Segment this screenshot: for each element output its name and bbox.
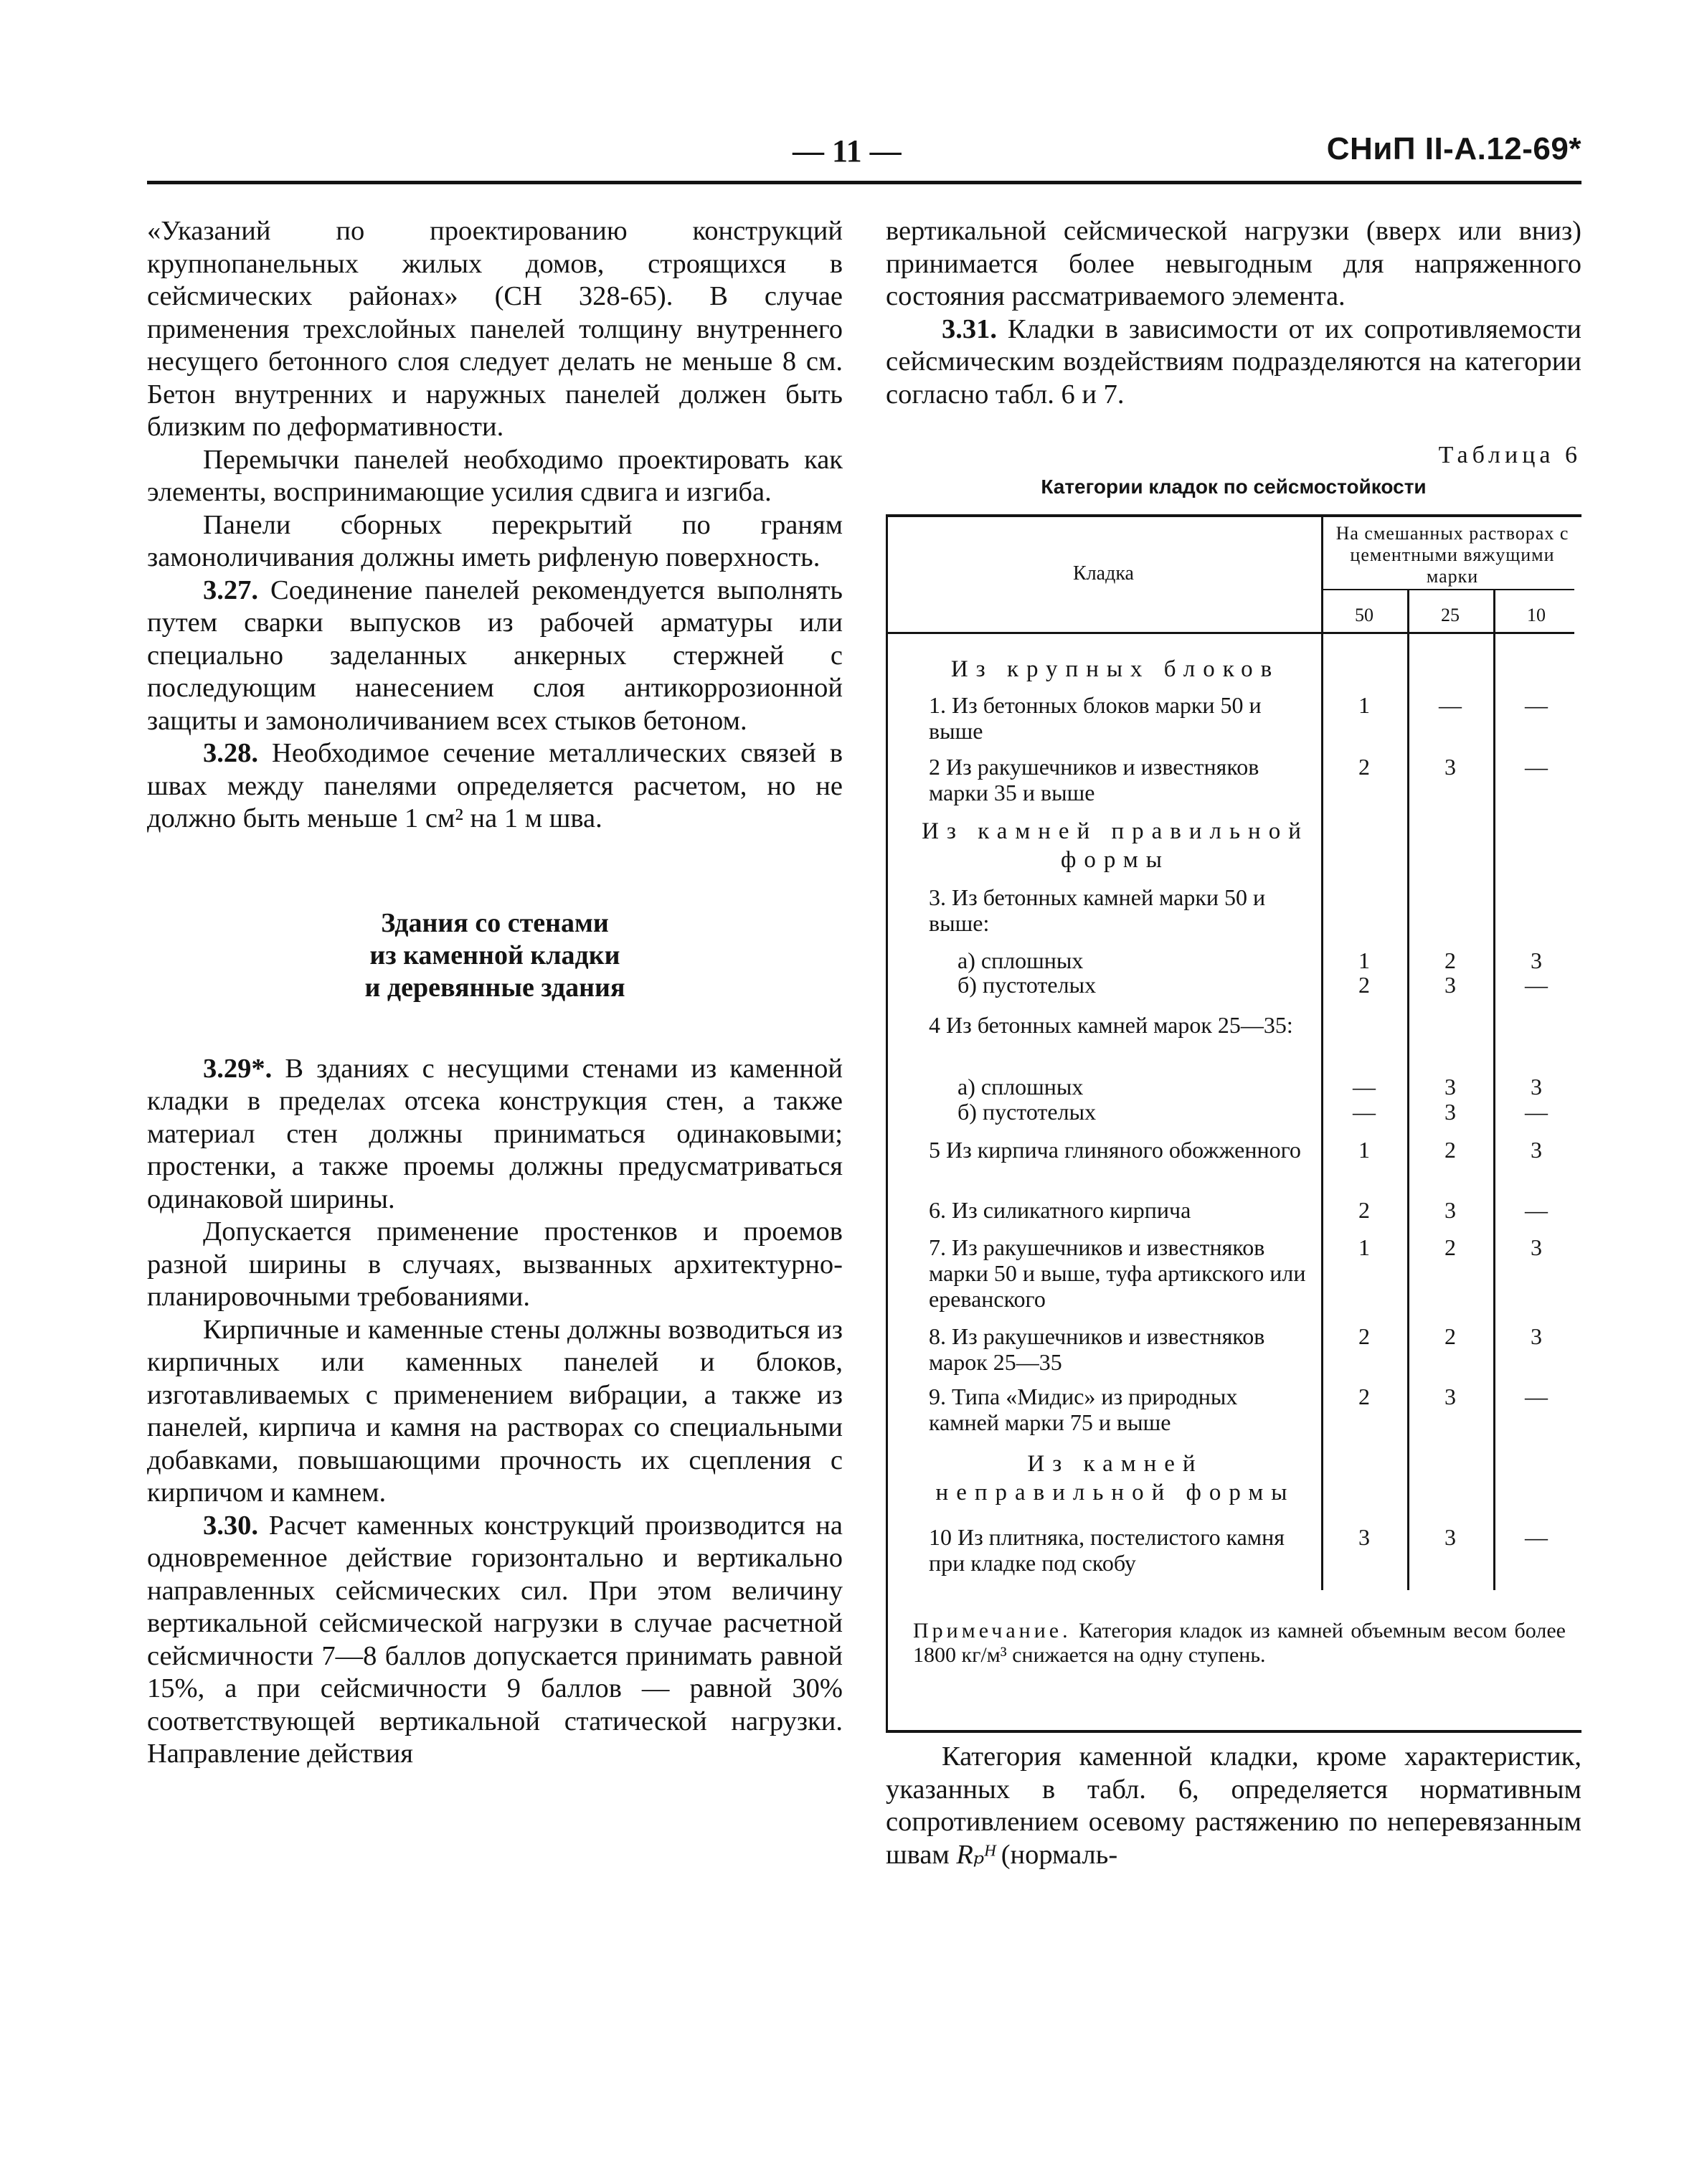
row-label: а) сплошных xyxy=(957,1074,1084,1100)
cell-25: 2 xyxy=(1444,947,1456,973)
cell-50: 3 xyxy=(1358,1524,1370,1550)
cell-10: — xyxy=(1525,1099,1548,1125)
header-rule xyxy=(147,181,1581,184)
table-note xyxy=(913,1619,1566,1668)
row-label: 9. Типа «Мидис» из природных камней марки 75 и выше xyxy=(929,1384,1238,1435)
column-header-group: На смешанных растворах с цементными вяжущими марки xyxy=(1335,523,1569,587)
paragraph: «Указаний по проектированию конструкций крупнопанельных жилых домов, строящихся в сейсмических районах» (СН 328-65). В случае применения трехслойных панелей толщину внутреннего несущего бетонного слоя следует делать не меньше 8 см. Бетон внутренних и наружных панелей должен быть близким по деформативности. xyxy=(147,216,843,442)
right-column xyxy=(886,215,1581,1871)
cell-50: 1 xyxy=(1358,947,1370,973)
row-label: 4 Из бетонных камней марок 25—35: xyxy=(929,1012,1293,1038)
cell-25: 3 xyxy=(1444,1384,1456,1409)
row-label: б) пустотелых xyxy=(957,1099,1097,1125)
paragraph: Перемычки панелей необходимо проектировать как элементы, воспринимающие усилия сдвига и изгиба. xyxy=(147,444,843,507)
clause-number: 3.30. xyxy=(203,1510,258,1541)
formula-symbol: Rₚᴴ xyxy=(956,1839,995,1870)
cell-50: 2 xyxy=(1358,972,1370,998)
column-header-kladka: Кладка xyxy=(1073,562,1134,585)
cell-50: 1 xyxy=(1358,1137,1370,1163)
clause-number: 3.29*. xyxy=(203,1053,273,1084)
cell-50: 2 xyxy=(1358,754,1370,780)
cell-50: 2 xyxy=(1358,1384,1370,1409)
row-label: 7. Из ракушечников и известняков марки 50 и выше, туфа артикского или ереванского xyxy=(929,1234,1306,1312)
cell-25: 3 xyxy=(1444,1524,1456,1550)
cell-10: 3 xyxy=(1531,1234,1542,1260)
paragraph-text: Категория каменной кладки, кроме характеристик, указанных в табл. 6, определяется нормативным сопротивлением осевому растяжению по неперевязанным швам xyxy=(886,1741,1581,1870)
row-label: 10 Из плитняка, постелистого камня при кладке под скобу xyxy=(929,1524,1285,1576)
row-label: 1. Из бетонных блоков марки 50 и выше xyxy=(929,692,1262,744)
row-label: 2 Из ракушечников и известняков марки 35 и выше xyxy=(929,754,1259,805)
paragraph-3-27 xyxy=(147,575,843,738)
paragraph-3-30 xyxy=(147,1510,843,1771)
note-text: Категория кладок из камней объемным весом более 1800 кг/м³ снижается на одну ступень. xyxy=(913,1619,1566,1667)
clause-number: 3.31. xyxy=(942,313,997,344)
document-code: СНиП II-А.12-69* xyxy=(1326,131,1581,166)
cell-50: 1 xyxy=(1358,692,1370,718)
cell-25: 2 xyxy=(1444,1234,1456,1260)
table-left-border xyxy=(886,514,888,1730)
cell-10: — xyxy=(1525,1197,1548,1223)
cell-10: — xyxy=(1525,1524,1548,1550)
table-subheader-rule xyxy=(1321,589,1574,590)
page-header xyxy=(147,126,1581,183)
cell-25: 3 xyxy=(1444,1074,1456,1100)
paragraph-3-31 xyxy=(886,313,1581,412)
clause-text: Соединение панелей рекомендуется выполнять путем сварки выпусков из рабочей арматуры или специально заделанных анкерных стержней с последующим нанесением слоя антикоррозионной защиты и замоноличиванием всех стыков бетоном. xyxy=(147,575,843,736)
paragraph-3-28 xyxy=(147,737,843,836)
section-title-line: Здания со стенами xyxy=(381,907,609,938)
cell-25: 3 xyxy=(1444,754,1456,780)
row-label: 3. Из бетонных камней марки 50 и выше: xyxy=(929,884,1266,936)
clause-text: Кладки в зависимости от их сопротивляемости сейсмическим воздействиям подразделяются на категории согласно табл. 6 и 7. xyxy=(886,313,1581,410)
cell-25: 3 xyxy=(1444,1197,1456,1223)
table-caption: Таблица 6 xyxy=(1438,442,1581,468)
row-label: б) пустотелых xyxy=(957,972,1097,998)
paragraph-3-29 xyxy=(147,1053,843,1216)
column-header-10: 10 xyxy=(1527,605,1546,625)
paragraph-after-table xyxy=(886,1741,1581,1871)
cell-10: 3 xyxy=(1531,1137,1542,1163)
table-column-divider xyxy=(1321,514,1323,1590)
paragraph: Панели сборных перекрытий по граням замоноличивания должны иметь рифленую поверхность. xyxy=(147,509,843,572)
cell-50: 2 xyxy=(1358,1197,1370,1223)
section-title xyxy=(147,907,843,1004)
row-label: 8. Из ракушечников и известняков марок 25—35 xyxy=(929,1323,1265,1375)
column-header-50: 50 xyxy=(1355,605,1373,625)
cell-25: — xyxy=(1439,692,1462,718)
cell-25: 2 xyxy=(1444,1323,1456,1349)
table-title: Категории кладок по сейсмостойкости xyxy=(1041,476,1427,498)
section-title-line: и деревянные здания xyxy=(364,972,625,1003)
cell-50: 1 xyxy=(1358,1234,1370,1260)
clause-text: Расчет каменных конструкций производится на одновременное действие горизонтально и вертикально направленных сейсмических сил. При этом величину вертикальной сейсмической нагрузки в случае расчетной сейсмичности 7—8 баллов допускается принимать равной 15%, а при сейсмичности 9 баллов — равной 30% соответствующей вертикальной статической нагрузки. Направление действия xyxy=(147,1510,843,1769)
table-top-rule xyxy=(886,514,1581,517)
table-bottom-rule xyxy=(886,1730,1581,1733)
cell-10: 3 xyxy=(1531,1074,1542,1100)
cell-10: — xyxy=(1525,692,1548,718)
paragraph-text-end: (нормаль- xyxy=(994,1839,1118,1870)
section-title-line: из каменной кладки xyxy=(369,940,620,970)
column-header-25: 25 xyxy=(1441,605,1460,625)
page-number: — 11 — xyxy=(793,133,902,169)
cell-25: 3 xyxy=(1444,1099,1456,1125)
cell-50: — xyxy=(1353,1099,1376,1125)
clause-text: Необходимое сечение металлических связей в швах между панелями определяется расчетом, но не должно быть меньше 1 см² на 1 м шва. xyxy=(147,738,843,833)
cell-50: — xyxy=(1353,1074,1376,1100)
cell-10: — xyxy=(1525,754,1548,780)
paragraph: Допускается применение простенков и проемов разной ширины в случаях, вызванных архитектурно-планировочными требованиями. xyxy=(147,1216,843,1312)
row-label: 5 Из кирпича глиняного обожженного xyxy=(929,1137,1301,1163)
cell-50: 2 xyxy=(1358,1323,1370,1349)
cell-10: 3 xyxy=(1531,1323,1542,1349)
cell-25: 2 xyxy=(1444,1137,1456,1163)
table-group-heading: Из крупных блоков xyxy=(950,656,1280,682)
cell-10: — xyxy=(1525,972,1548,998)
table-6 xyxy=(886,514,1581,1741)
clause-text: В зданиях с несущими стенами из каменной кладки в пределах отсека конструкция стен, а также материал стен должны приниматься одинаковыми; простенки, а также проемы должны предусматриваться одинаковой ширины. xyxy=(147,1053,843,1214)
note-label: Примечание. xyxy=(913,1619,1072,1642)
table-header-rule xyxy=(886,632,1574,634)
clause-number: 3.28. xyxy=(203,738,258,768)
paragraph: вертикальной сейсмической нагрузки (вверх или вниз) принимается более невыгодным для напряженного состояния рассматриваемого элемента. xyxy=(886,216,1581,311)
table-group-heading: Из камней правильной формы xyxy=(922,818,1309,873)
cell-10: 3 xyxy=(1531,947,1542,973)
clause-number: 3.27. xyxy=(203,575,258,605)
paragraph: Кирпичные и каменные стены должны возводиться из кирпичных или каменных панелей и блоков, изготавливаемых с применением вибрации, а также из панелей, кирпича и камня на растворах со специальными добавками, повышающими прочность их сцепления с кирпичом и камнем. xyxy=(147,1314,843,1508)
row-label: а) сплошных xyxy=(957,947,1084,973)
cell-10: — xyxy=(1525,1384,1548,1409)
cell-25: 3 xyxy=(1444,972,1456,998)
left-column xyxy=(147,215,843,1771)
table-group-heading: Из камней неправильной формы xyxy=(935,1451,1295,1505)
row-label: 6. Из силикатного кирпича xyxy=(929,1197,1191,1223)
